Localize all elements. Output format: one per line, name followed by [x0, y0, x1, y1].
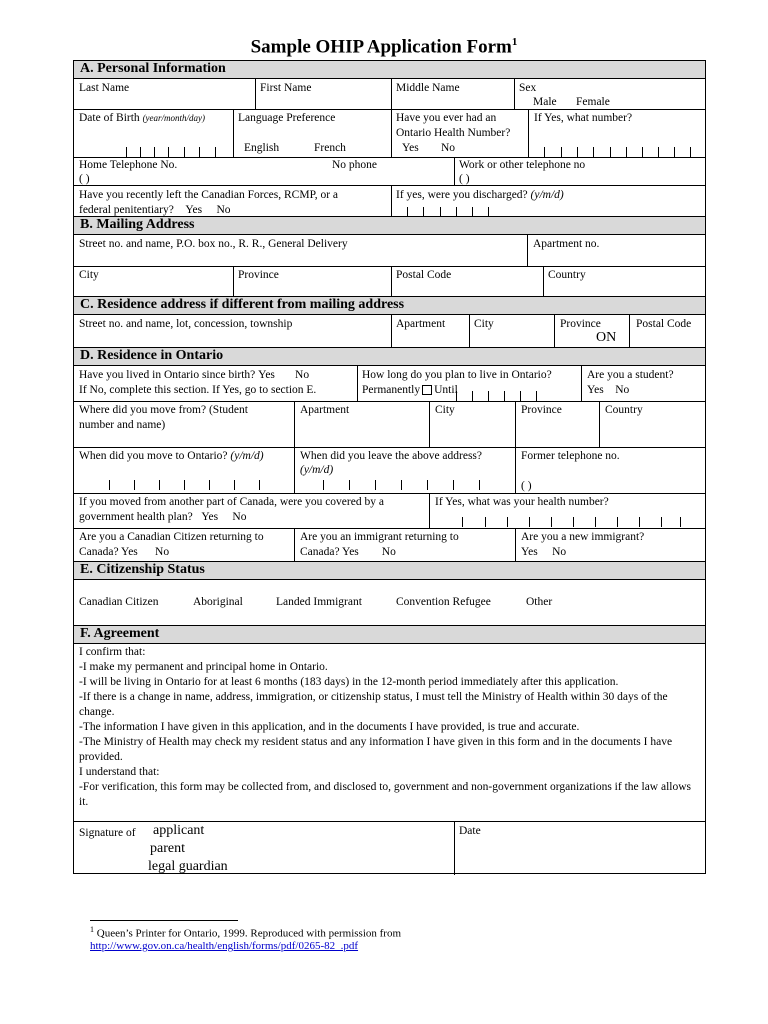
lived-no-option[interactable]: No [295, 369, 310, 381]
signature-guardian-option[interactable]: legal guardian [148, 859, 228, 874]
language-french-option[interactable]: French [314, 142, 346, 154]
citizen-yes-option[interactable]: Yes [121, 546, 138, 558]
application-form [73, 60, 706, 874]
dob-label: Date of Birth (year/month/day) [79, 112, 206, 124]
mailing-apt-label: Apartment no. [533, 238, 600, 250]
new-immigrant-no-option[interactable]: No [552, 546, 567, 558]
immigrant-returning-options: Canada? Yes No [300, 546, 396, 558]
citizenship-aboriginal-option[interactable]: Aboriginal [193, 596, 243, 608]
residence-postal-label: Postal Code [636, 318, 692, 330]
language-label: Language Preference [238, 112, 336, 124]
student-label: Are you a student? [587, 369, 674, 381]
citizen-no-option[interactable]: No [155, 546, 170, 558]
residence-province-label: Province [560, 318, 601, 330]
when-left-label: When did you leave the above address? [300, 450, 483, 462]
ohn-question-line1: Have you ever had an [396, 112, 497, 124]
signature-parent-option[interactable]: parent [150, 841, 185, 856]
howlong-options [362, 383, 458, 397]
student-options [587, 383, 629, 397]
footnote-rule [90, 920, 238, 921]
ohn-yes-option[interactable]: Yes [402, 142, 419, 154]
home-tel-label: Home Telephone No. [79, 159, 178, 171]
work-tel-label: Work or other telephone no [459, 159, 586, 171]
covered-question-line2: government health plan? Yes No [79, 511, 247, 523]
immigrant-yes-option[interactable]: Yes [342, 546, 359, 558]
new-immigrant-options [521, 545, 566, 559]
forces-question-line2: federal penitentiary? Yes No [79, 204, 231, 216]
citizenship-canadian-option[interactable]: Canadian Citizen [79, 596, 159, 608]
footnote-text: $^1$ Queen’s Printer for Ontario, 1999. Reproduced with permission from [90, 925, 402, 940]
former-tel-area: ( ) [521, 480, 532, 492]
mailing-street-label: Street no. and name, P.O. box no., R. R., General Delivery [79, 238, 348, 250]
middle-name-label: Middle Name [396, 82, 460, 94]
agreement-text: I confirm that: -I make my permanent and principal home in Ontario. -I will be living in Ontario for at least 6 months (183 days) in the 12-month period immediately after this application. -If there is a change in name, address, immigration, or citizenship status, I must tell the Ministry of Health within 30 days of the change. -The information I have given in this application, and in the documents I have provided, is true and accurate. -The Ministry of Health may check my resident status and any information I have given in this form and in the documents I have provided. I understand that: -For verification, this form may be collected from, and disclosed to, government and non-government organizations if the law allows it. [79, 646, 691, 808]
date-label: Date [459, 825, 481, 837]
citizenship-other-option[interactable]: Other [526, 596, 553, 608]
covered-yes-option[interactable]: Yes [201, 511, 219, 523]
forces-yes-option[interactable]: Yes [185, 204, 203, 216]
residence-province-value: ON [596, 330, 617, 345]
mailing-country-label: Country [548, 269, 586, 281]
ohn-no-option[interactable]: No [441, 142, 456, 154]
sex-male-option[interactable]: Male [533, 96, 557, 108]
until-option[interactable]: Until [434, 384, 458, 396]
student-no-option[interactable]: No [615, 384, 630, 396]
prev-city-label: City [435, 404, 455, 416]
first-name-label: First Name [260, 82, 312, 94]
signature-applicant-option[interactable]: applicant [153, 823, 205, 838]
prev-province-label: Province [521, 404, 562, 416]
home-tel-area: ( ) [79, 173, 90, 185]
residence-apt-label: Apartment [396, 318, 446, 330]
residence-street-label: Street no. and name, lot, concession, township [79, 318, 293, 330]
discharged-label: If yes, were you discharged? (y/m/d) [396, 189, 564, 201]
prev-health-number-label: If Yes, what was your health number? [435, 496, 609, 508]
no-phone-option[interactable]: No phone [332, 159, 378, 171]
mailing-city-label: City [79, 269, 99, 281]
sex-female-option[interactable]: Female [576, 96, 610, 108]
mailing-postal-label: Postal Code [396, 269, 452, 281]
section-d-header: D. Residence in Ontario [74, 347, 705, 366]
when-left-format: (y/m/d) [300, 464, 334, 476]
sex-label: Sex [519, 82, 537, 94]
page-title: Sample OHIP Application Form$^1$ [250, 36, 518, 58]
section-b-header: B. Mailing Address [74, 216, 705, 235]
section-c-header: C. Residence address if different from mailing address [74, 296, 705, 315]
section-f-header: F. Agreement [74, 625, 705, 644]
mailing-province-label: Province [238, 269, 279, 281]
covered-question-line1: If you moved from another part of Canada, were you covered by a [79, 496, 384, 508]
immigrant-returning-label: Are you an immigrant returning to [300, 531, 459, 543]
lived-since-birth-question: Have you lived in Ontario since birth? Yes No [79, 369, 310, 381]
student-yes-option[interactable]: Yes [587, 384, 604, 396]
forces-no-option[interactable]: No [216, 204, 231, 216]
section-a-header: A. Personal Information [74, 61, 705, 79]
work-tel-area: ( ) [459, 173, 470, 185]
citizen-returning-label: Are you a Canadian Citizen returning to [79, 531, 264, 543]
residence-city-label: City [474, 318, 494, 330]
lived-instructions: If No, complete this section. If Yes, go to section E. [79, 384, 317, 396]
ohn-question-line2: Ontario Health Number? [396, 127, 511, 139]
moved-from-label: Where did you move from? (Student number and name) [79, 404, 248, 431]
lived-yes-option[interactable]: Yes [258, 369, 275, 381]
citizenship-landed-option[interactable]: Landed Immigrant [276, 596, 362, 608]
permanently-option[interactable]: Permanently [362, 384, 421, 396]
prev-apt-label: Apartment [300, 404, 350, 416]
new-immigrant-yes-option[interactable]: Yes [521, 546, 538, 558]
last-name-label: Last Name [79, 82, 130, 94]
when-moved-label: When did you move to Ontario? (y/m/d) [79, 450, 264, 462]
immigrant-no-option[interactable]: No [381, 546, 396, 558]
citizen-returning-options: Canada? Yes No [79, 546, 170, 558]
prev-country-label: Country [605, 404, 643, 416]
ohn-number-label: If Yes, what number? [534, 112, 633, 124]
section-e-header: E. Citizenship Status [74, 561, 705, 580]
language-english-option[interactable]: English [244, 142, 280, 154]
covered-no-option[interactable]: No [232, 511, 247, 523]
permanently-checkbox[interactable] [422, 385, 432, 395]
citizenship-refugee-option[interactable]: Convention Refugee [396, 596, 491, 608]
new-immigrant-label: Are you a new immigrant? [521, 531, 645, 543]
forces-question-line1: Have you recently left the Canadian Forces, RCMP, or a [79, 189, 339, 201]
signature-label: Signature of [79, 827, 136, 839]
howlong-label: How long do you plan to live in Ontario? [362, 369, 552, 381]
footnote-link[interactable]: http://www.gov.on.ca/health/english/forms/pdf/0265-82_.pdf [90, 940, 359, 952]
former-tel-label: Former telephone no. [521, 450, 620, 462]
